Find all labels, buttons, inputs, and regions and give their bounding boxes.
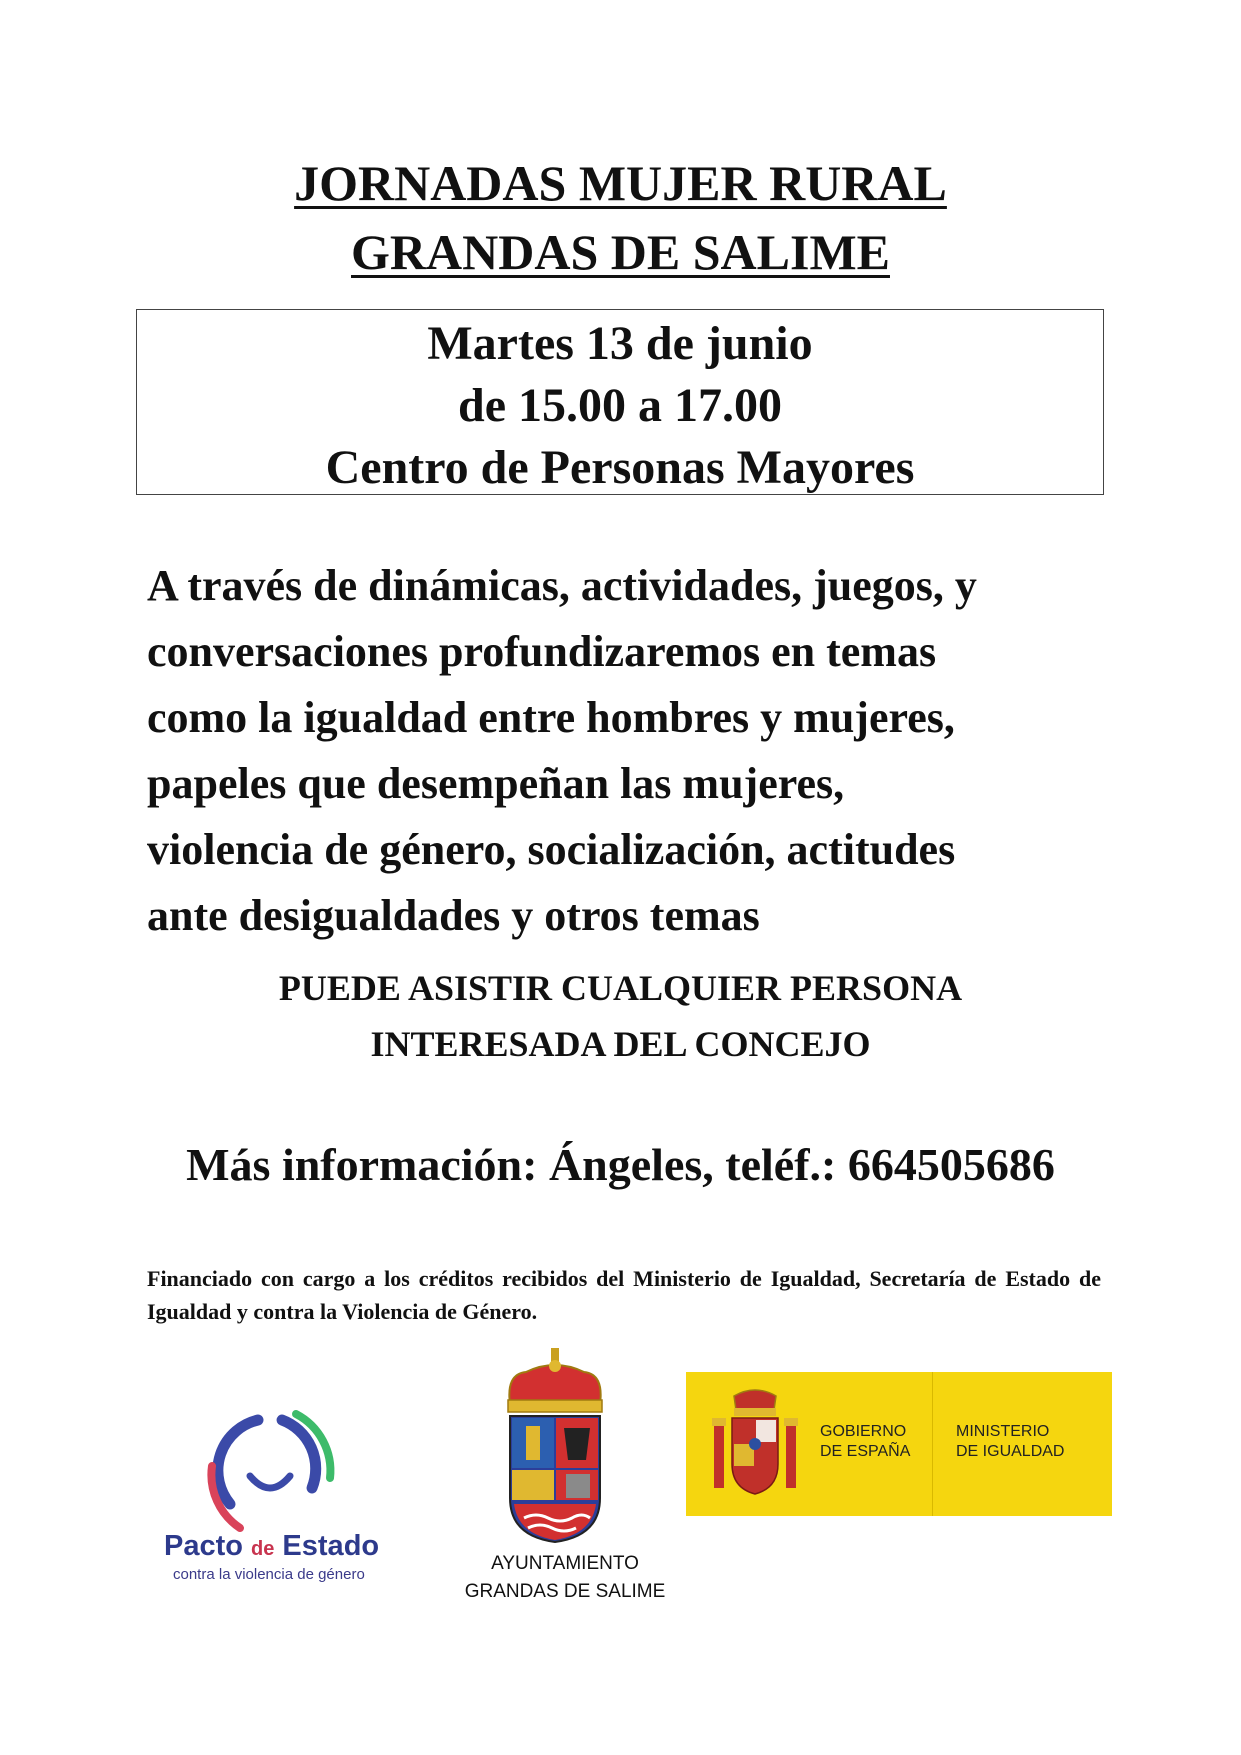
event-details-box <box>136 309 1104 495</box>
event-place: Centro de Personas Mayores <box>325 441 915 494</box>
description-line: papeles que desempeñan las mujeres, <box>147 759 845 808</box>
description-line: conversaciones profundizaremos en temas <box>147 627 937 676</box>
attendance-line-1: PUEDE ASISTIR CUALQUIER PERSONA <box>278 968 963 1008</box>
logo-divider <box>932 1372 933 1516</box>
gobierno-espana-logo <box>686 1372 1112 1516</box>
description-line: violencia de género, socialización, actitudes <box>147 825 956 874</box>
ministerio-line-2: DE IGUALDAD <box>956 1443 1065 1460</box>
page-title-line-2: GRANDAS DE SALIME <box>351 224 890 280</box>
ayuntamiento-line-1: AYUNTAMIENTO <box>491 1553 639 1574</box>
ministerio-line-1: MINISTERIO <box>956 1423 1050 1440</box>
spain-coat-of-arms-icon <box>708 1384 802 1504</box>
ayuntamiento-line-2: GRANDAS DE SALIME <box>464 1581 666 1602</box>
gobierno-line-2: DE ESPAÑA <box>820 1443 911 1460</box>
event-time: de 15.00 a 17.00 <box>458 379 782 432</box>
description-line: como la igualdad entre hombres y mujeres, <box>147 693 955 742</box>
smile-ring-icon <box>200 1408 340 1538</box>
pacto-title: Pacto de Estado <box>164 1530 380 1562</box>
ayuntamiento-logo <box>450 1348 690 1608</box>
funding-note: Financiado con cargo a los créditos recibidos del Ministerio de Igualdad, Secretaría de Estado de Igualdad y contra la Violencia de Género. <box>147 1266 1101 1324</box>
event-date: Martes 13 de junio <box>427 317 813 370</box>
attendance-line-2: INTERESADA DEL CONCEJO <box>370 1024 871 1064</box>
coat-of-arms-icon <box>496 1348 614 1544</box>
description-line: A través de dinámicas, actividades, juegos, y <box>147 561 977 610</box>
contact-info: Más información: Ángeles, teléf.: 664505686 <box>186 1139 1055 1190</box>
description-line: ante desigualdades y otros temas <box>147 891 760 940</box>
gobierno-line-1: GOBIERNO <box>820 1423 907 1440</box>
pacto-de-estado-logo <box>160 1408 400 1583</box>
pacto-subtitle: contra la violencia de género <box>173 1566 365 1583</box>
page-title-line-1: JORNADAS MUJER RURAL <box>294 155 947 211</box>
